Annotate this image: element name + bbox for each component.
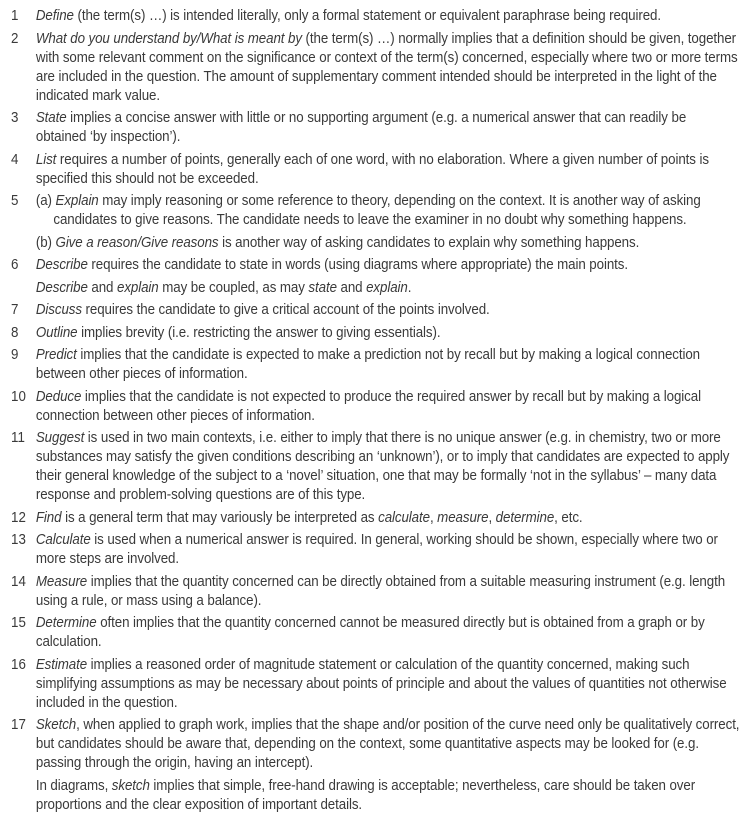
term-text: explain bbox=[366, 279, 408, 296]
term-text: determine bbox=[495, 509, 555, 526]
list-item bbox=[11, 656, 740, 717]
item-paragraph bbox=[36, 656, 740, 713]
body-text: requires the candidate to give a critical account of the points involved. bbox=[81, 302, 490, 318]
item-content bbox=[36, 614, 740, 656]
term-text: Define bbox=[35, 8, 74, 24]
term-text: explain bbox=[116, 279, 159, 296]
list-item bbox=[11, 388, 740, 430]
item-content bbox=[36, 429, 740, 509]
term-text: State bbox=[35, 110, 67, 126]
term-text: What do you understand by/What is meant by bbox=[35, 30, 302, 47]
body-text: often implies that the quantity concerned cannot be measured directly but is obtained from a graph or by calculation. bbox=[35, 615, 705, 650]
list-item bbox=[11, 573, 740, 615]
body-text: requires the candidate to state in words (using diagrams where appropriate) the main points. bbox=[87, 257, 628, 273]
item-paragraph bbox=[36, 109, 740, 147]
body-text: (b) bbox=[35, 234, 56, 251]
body-text: implies brevity (i.e. restricting the answer to giving essentials). bbox=[77, 324, 441, 341]
body-text: implies that simple, free-hand drawing is acceptable; nevertheless, care should be taken over proportions and the clear exposition of important details. bbox=[35, 777, 696, 813]
item-number: 10 bbox=[11, 388, 26, 405]
term-text: Suggest bbox=[35, 430, 85, 446]
term-text: state bbox=[308, 279, 337, 296]
item-number: 14 bbox=[11, 573, 26, 590]
term-text: calculate bbox=[378, 509, 430, 526]
body-text: is a general term that may variously be interpreted as bbox=[61, 509, 379, 526]
item-paragraph bbox=[36, 614, 740, 652]
item-paragraph bbox=[36, 192, 740, 230]
item-content bbox=[36, 531, 740, 573]
item-number: 1 bbox=[11, 8, 19, 24]
term-text: Discuss bbox=[35, 302, 82, 318]
list-item bbox=[11, 509, 740, 532]
item-paragraph bbox=[36, 30, 740, 106]
item-content bbox=[36, 109, 740, 151]
item-number: 7 bbox=[11, 302, 19, 318]
body-text: , when applied to graph work, implies that the shape and/or position of the curve need only be qualitatively correct, but candidates should be aware that, depending on the context, some quantitative aspects may be looked for (e.g. passing through the origin, having an intercept). bbox=[35, 717, 740, 771]
item-content bbox=[36, 716, 740, 818]
list-item bbox=[11, 429, 740, 509]
item-number: 4 bbox=[11, 151, 19, 168]
body-text: and bbox=[336, 279, 367, 296]
term-text: Predict bbox=[35, 347, 77, 363]
item-content bbox=[36, 256, 740, 301]
body-text: (the term(s) …) normally implies that a definition should be given, together with some relevant comment on the significance or context of the term(s) concerned, especially where two or more terms are included in the question. The amount of supplementary comment intended should be interpreted in the light of the indicated mark value. bbox=[35, 30, 738, 104]
body-text: implies that the quantity concerned can be directly obtained from a suitable measuring instrument (e.g. length using a rule, or mass using a balance). bbox=[35, 573, 726, 609]
term-text: Describe bbox=[35, 257, 88, 273]
list-item bbox=[11, 7, 740, 30]
body-text: In diagrams, bbox=[35, 777, 112, 794]
item-paragraph bbox=[36, 429, 740, 505]
item-content bbox=[36, 301, 740, 324]
item-paragraph bbox=[36, 388, 740, 426]
body-text: implies that the candidate is expected to make a prediction not by recall but by making a logical connection between other pieces of information. bbox=[35, 347, 701, 382]
body-text: may be coupled, as may bbox=[158, 279, 309, 296]
body-text: is used when a numerical answer is required. In general, working should be shown, especially where two or more steps are involved. bbox=[35, 532, 718, 567]
item-content bbox=[36, 656, 740, 717]
item-paragraph bbox=[36, 151, 740, 189]
term-text: Explain bbox=[55, 193, 99, 209]
item-paragraph bbox=[36, 301, 740, 320]
list-item bbox=[11, 301, 740, 324]
item-number: 13 bbox=[11, 532, 26, 548]
item-number: 6 bbox=[11, 257, 19, 273]
term-text: Deduce bbox=[35, 388, 82, 405]
item-number: 15 bbox=[11, 615, 26, 631]
list-item bbox=[11, 716, 740, 818]
list-item bbox=[11, 109, 740, 151]
list-item bbox=[11, 614, 740, 656]
item-paragraph bbox=[36, 777, 740, 815]
item-paragraph bbox=[36, 716, 740, 773]
body-text: implies a concise answer with little or no supporting argument (e.g. a numerical answer that can readily be obtained ‘by inspection’). bbox=[35, 110, 687, 145]
item-number: 11 bbox=[11, 430, 25, 446]
item-paragraph bbox=[36, 256, 740, 275]
item-content bbox=[36, 324, 740, 347]
term-text: Estimate bbox=[35, 656, 88, 673]
term-text: List bbox=[35, 151, 57, 168]
list-item bbox=[11, 256, 740, 301]
term-text: Determine bbox=[35, 615, 97, 631]
item-content bbox=[36, 151, 740, 193]
item-paragraph bbox=[36, 509, 740, 528]
term-text: Describe bbox=[35, 279, 88, 296]
body-text: , bbox=[429, 509, 438, 526]
list-item bbox=[11, 30, 740, 110]
item-content bbox=[36, 192, 740, 256]
term-text: Find bbox=[35, 509, 62, 526]
body-text: may imply reasoning or some reference to theory, depending on the context. It is another way of asking candidates to give reasons. The candidate needs to leave the examiner in no doubt why something happens. bbox=[53, 193, 701, 228]
item-paragraph bbox=[36, 573, 740, 611]
item-paragraph bbox=[36, 346, 740, 384]
term-text: Calculate bbox=[35, 532, 91, 548]
body-text: implies a reasoned order of magnitude statement or calculation of the quantity concerned, making such simplifying assumptions as may be necessary about points of principle and about the values of quantities not otherwise included in the question. bbox=[35, 656, 727, 711]
list-item bbox=[11, 531, 740, 573]
body-text: is used in two main contexts, i.e. either to imply that there is no unique answer (e.g. in chemistry, two or more substances may satisfy the given conditions describing an ‘unknown’), or to imply that candidates are expected to apply their general knowledge of the subject to a ‘novel’ situation, one that may be formally ‘not in the syllabus’ – many data response and problem-solving questions are of this type. bbox=[35, 430, 730, 503]
item-content bbox=[36, 573, 740, 615]
item-paragraph bbox=[36, 324, 740, 343]
item-content bbox=[36, 7, 740, 30]
item-paragraph bbox=[36, 279, 740, 298]
item-content bbox=[36, 346, 740, 388]
term-text: measure bbox=[437, 509, 489, 526]
item-number: 9 bbox=[11, 347, 19, 363]
body-text: (a) bbox=[35, 193, 56, 209]
item-content bbox=[36, 509, 740, 532]
item-number: 12 bbox=[11, 509, 26, 526]
item-paragraph bbox=[36, 234, 740, 253]
list-item bbox=[11, 151, 740, 193]
item-number: 3 bbox=[11, 110, 19, 126]
body-text: (the term(s) …) is intended literally, only a formal statement or equivalent paraphrase being required. bbox=[73, 8, 661, 24]
item-content bbox=[36, 388, 740, 430]
body-text: requires a number of points, generally each of one word, with no elaboration. Where a given number of points is specified this should not be exceeded. bbox=[35, 151, 709, 187]
item-paragraph bbox=[36, 531, 740, 569]
list-item bbox=[11, 324, 740, 347]
term-text: Measure bbox=[35, 573, 88, 590]
body-text: , bbox=[488, 509, 496, 526]
item-number: 5 bbox=[11, 193, 19, 209]
item-number: 16 bbox=[11, 656, 26, 673]
item-paragraph bbox=[36, 7, 740, 26]
glossary-list bbox=[11, 7, 740, 818]
term-text: Give a reason/Give reasons bbox=[55, 234, 219, 251]
list-item bbox=[11, 346, 740, 388]
body-text: and bbox=[87, 279, 117, 296]
term-text: sketch bbox=[111, 777, 150, 794]
body-text: . bbox=[407, 279, 412, 296]
term-text: Sketch bbox=[35, 717, 77, 733]
body-text: , etc. bbox=[554, 509, 583, 526]
term-text: Outline bbox=[35, 324, 78, 341]
body-text: implies that the candidate is not expected to produce the required answer by recall but by making a logical connection between other pieces of information. bbox=[35, 388, 701, 424]
item-content bbox=[36, 30, 740, 110]
item-number: 2 bbox=[11, 30, 19, 47]
list-item bbox=[11, 192, 740, 256]
item-number: 17 bbox=[11, 717, 26, 733]
body-text: is another way of asking candidates to explain why something happens. bbox=[218, 234, 640, 251]
item-number: 8 bbox=[11, 324, 19, 341]
